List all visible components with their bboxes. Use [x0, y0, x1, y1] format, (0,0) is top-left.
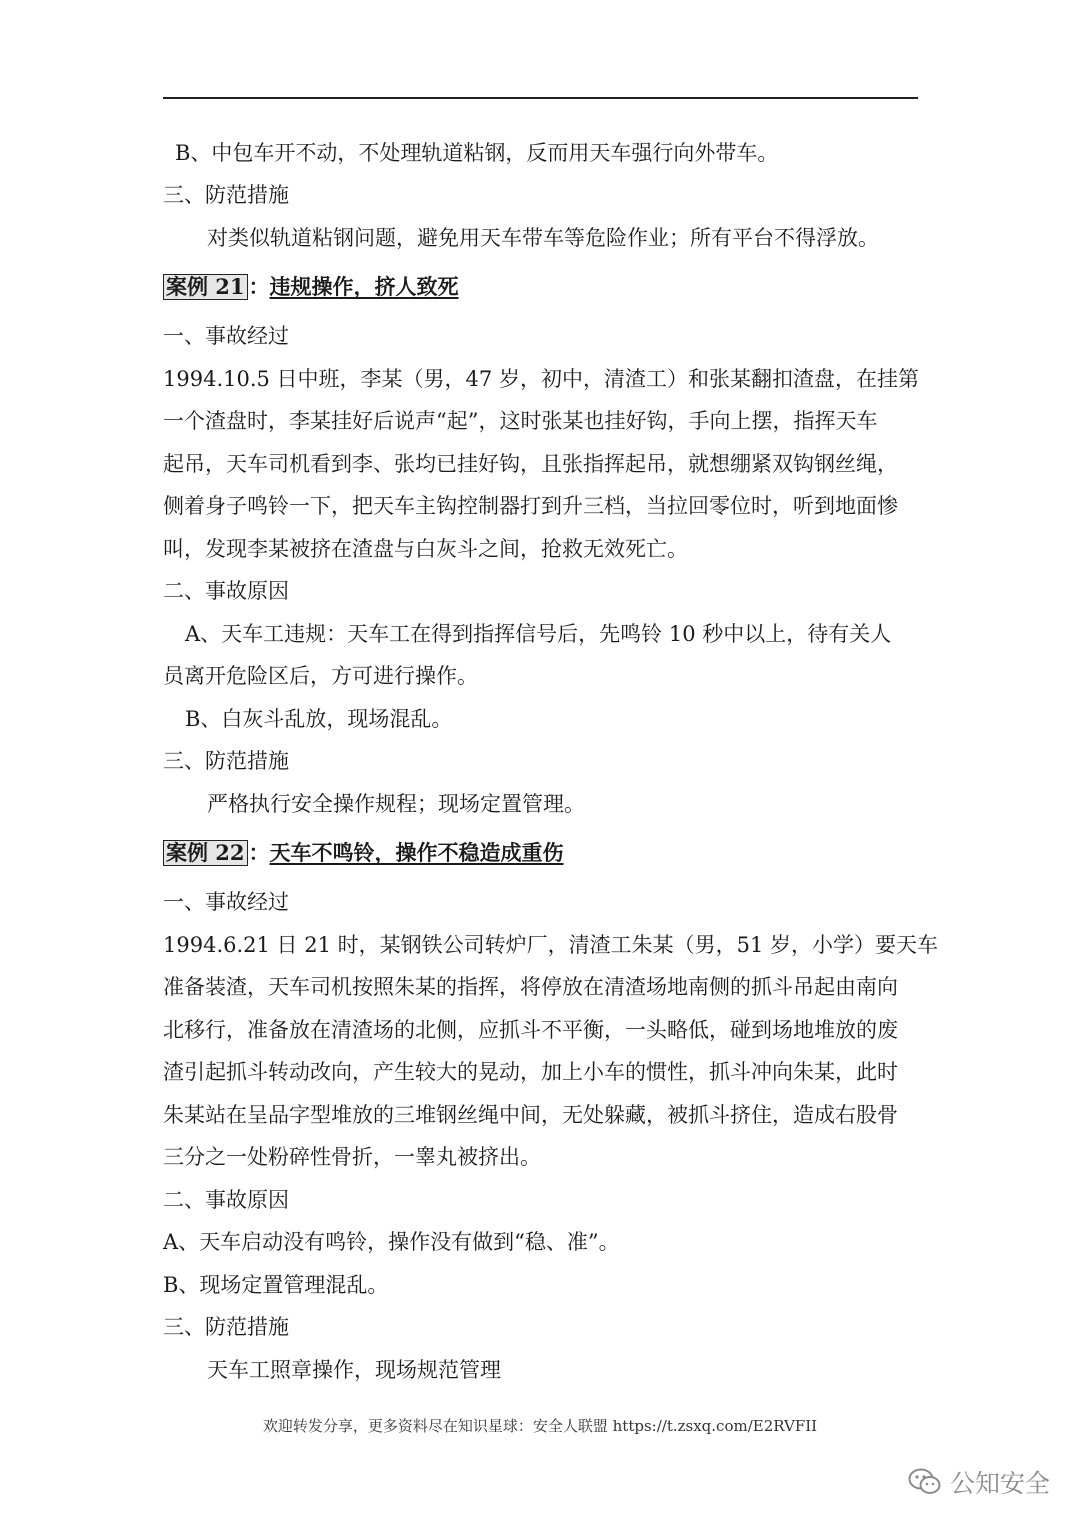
section-heading: 二、事故原因 — [163, 579, 289, 603]
case-title: 违规操作，挤人致死 — [269, 274, 459, 299]
text-line: 对类似轨道粘钢问题，避免用天车带车等危险作业；所有平台不得浮放。 — [207, 226, 879, 250]
text-line: 1994.6.21 日 21 时，某钢铁公司转炉厂，清渣工朱某（男，51 岁，小学）要天车 — [163, 933, 939, 957]
text-line: A、天车启动没有鸣铃，操作没有做到“稳、准”。 — [163, 1230, 620, 1254]
case-number: 案例 22 — [163, 840, 248, 866]
text-line: 员离开危险区后，方可进行操作。 — [163, 664, 478, 688]
case-separator: ： — [248, 840, 270, 865]
section-heading: 三、防范措施 — [163, 183, 289, 207]
text-line: B、中包车开不动，不处理轨道粘钢，反而用天车强行向外带车。 — [175, 141, 779, 165]
text-line: 北移行，准备放在清渣场的北侧，应抓斗不平衡，一头略低，碰到场地堆放的废 — [163, 1018, 898, 1042]
text-line: B、白灰斗乱放，现场混乱。 — [185, 707, 453, 731]
case-title: 天车不鸣铃，操作不稳造成重伤 — [269, 840, 564, 865]
section-heading: 一、事故经过 — [163, 890, 289, 914]
section-heading: 一、事故经过 — [163, 324, 289, 348]
text-line: 侧着身子鸣铃一下，把天车主钩控制器打到升三档，当拉回零位时，听到地面惨 — [163, 494, 898, 518]
text-line: 天车工照章操作，现场规范管理 — [207, 1358, 501, 1382]
wechat-icon — [908, 1467, 942, 1497]
text-line: 叫，发现李某被挤在渣盘与白灰斗之间，抢救无效死亡。 — [163, 537, 688, 561]
case-heading-22 — [163, 840, 923, 866]
text-line: 渣引起抓斗转动改向，产生较大的晃动，加上小车的惯性，抓斗冲向朱某，此时 — [163, 1060, 898, 1084]
case-number: 案例 21 — [163, 274, 248, 300]
text-line: 准备装渣，天车司机按照朱某的指挥，将停放在清渣场地南侧的抓斗吊起由南向 — [163, 975, 898, 999]
case-heading-21 — [163, 274, 923, 300]
text-line: A、天车工违规：天车工在得到指挥信号后，先鸣铃 10 秒中以上，待有关人 — [185, 622, 892, 646]
section-heading: 三、防范措施 — [163, 749, 289, 773]
case-separator: ： — [248, 274, 270, 299]
section-heading: 三、防范措施 — [163, 1315, 289, 1339]
page-footer: 欢迎转发分享，更多资料尽在知识星球：安全人联盟 https://t.zsxq.com/E2RVFII — [262, 1417, 818, 1435]
text-line: 1994.10.5 日中班，李某（男，47 岁，初中，清渣工）和张某翻扣渣盘，在挂第 — [163, 367, 919, 391]
text-line: 三分之一处粉碎性骨折，一睾丸被挤出。 — [163, 1145, 541, 1169]
section-heading: 二、事故原因 — [163, 1188, 289, 1212]
text-line: 朱某站在呈品字型堆放的三堆钢丝绳中间，无处躲藏，被抓斗挤住，造成右股骨 — [163, 1103, 898, 1127]
text-line: B、现场定置管理混乱。 — [163, 1273, 389, 1297]
text-line: 一个渣盘时，李某挂好后说声“起”，这时张某也挂好钩，手向上摆，指挥天车 — [163, 409, 878, 433]
watermark — [908, 1462, 1050, 1502]
text-line: 起吊，天车司机看到李、张均已挂好钩，且张指挥起吊，就想绷紧双钩钢丝绳， — [163, 452, 898, 476]
header-rule — [163, 97, 918, 99]
watermark-text: 公知安全 — [950, 1469, 1051, 1498]
text-line: 严格执行安全操作规程；现场定置管理。 — [207, 792, 585, 816]
